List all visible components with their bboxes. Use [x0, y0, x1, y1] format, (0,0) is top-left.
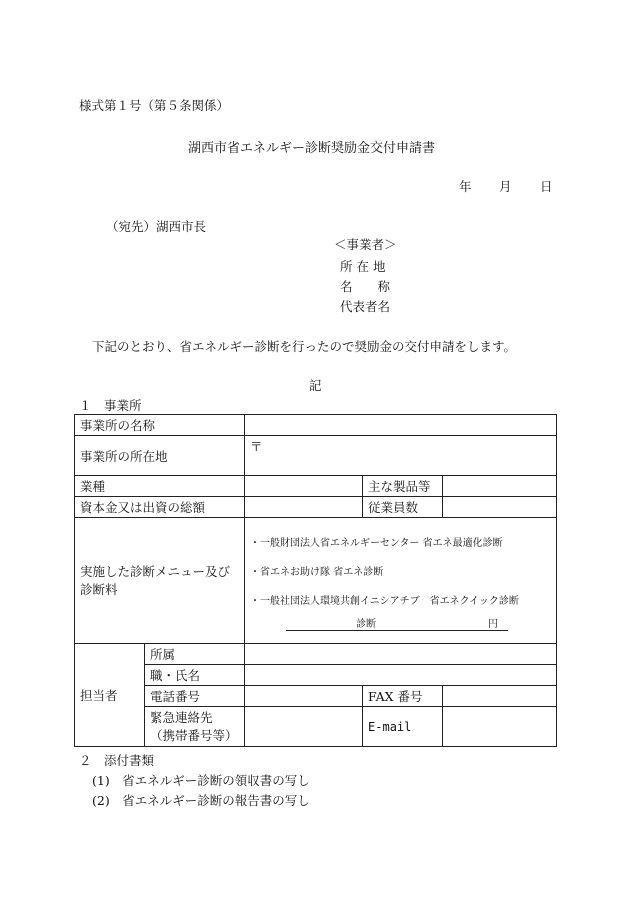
contact-label: 担当者	[75, 644, 145, 747]
section1-heading: １ 事業所	[79, 398, 142, 413]
office-address-label: 事業所の所在地	[75, 436, 245, 476]
office-name-field[interactable]	[245, 415, 557, 436]
postal-mark: 〒	[250, 439, 263, 454]
office-name-label: 事業所の名称	[75, 415, 245, 436]
menu-item: ・一般財団法人省エネルギーセンター 省エネ最適化診断	[250, 538, 503, 549]
employees-label: 従業員数	[363, 497, 443, 518]
date-month: 月	[499, 179, 512, 194]
email-field[interactable]	[443, 707, 557, 747]
phone-field[interactable]	[245, 686, 363, 707]
products-label: 主な製品等	[363, 476, 443, 497]
title-name-label: 職・氏名	[145, 665, 245, 686]
office-address-field[interactable]	[245, 436, 557, 476]
email-label: E-mail	[363, 707, 443, 747]
date-day: 日	[540, 179, 553, 194]
emergency-label	[145, 707, 245, 747]
applicant-heading: ＜事業者＞	[334, 237, 397, 252]
intro-text: 下記のとおり、省エネルギー診断を行ったので奨励金の交付申請をします。	[92, 339, 517, 354]
fax-field[interactable]	[443, 686, 557, 707]
emergency-field[interactable]	[245, 707, 363, 747]
applicant-name-label: 名 称	[340, 279, 391, 294]
industry-field[interactable]	[245, 476, 363, 497]
capital-field[interactable]	[245, 497, 363, 518]
attachment-item: (2) 省エネルギー診断の報告書の写し	[92, 793, 310, 808]
attachment-item: (1) 省エネルギー診断の領収書の写し	[92, 773, 310, 788]
employees-field[interactable]	[443, 497, 557, 518]
ki-mark: 記	[309, 378, 322, 393]
addressee: （宛先）湖西市長	[106, 219, 207, 234]
menu-label: 実施した診断メニュー及び診断料	[75, 518, 245, 644]
fee-label: 診断	[356, 619, 377, 630]
applicant-rep-label: 代表者名	[340, 299, 391, 314]
phone-label: 電話番号	[145, 686, 245, 707]
applicant-address-label: 所 在 地	[340, 259, 386, 274]
emergency-label-sub: （携帯番号等）	[150, 727, 238, 743]
dept-field[interactable]	[245, 644, 557, 665]
date-year: 年	[459, 179, 472, 194]
products-field[interactable]	[443, 476, 557, 497]
fee-unit: 円	[488, 619, 499, 630]
menu-item: ・一般社団法人環境共創イニシアチブ 省エネクイック診断	[250, 596, 519, 607]
dept-label: 所属	[145, 644, 245, 665]
office-table	[74, 414, 557, 747]
section2-heading: ２ 添付書類	[79, 753, 155, 768]
fee-line[interactable]	[286, 615, 508, 631]
emergency-label-main: 緊急連絡先	[150, 709, 213, 725]
industry-label: 業種	[75, 476, 245, 497]
form-number: 様式第１号（第５条関係）	[79, 98, 230, 113]
page-title: 湖西市省エネルギー診断奨励金交付申請書	[188, 141, 436, 156]
capital-label: 資本金又は出資の総額	[75, 497, 245, 518]
title-name-field[interactable]	[245, 665, 557, 686]
menu-item: ・省エネお助け隊 省エネ診断	[250, 567, 384, 578]
menu-field[interactable]	[245, 518, 557, 644]
fax-label: FAX 番号	[363, 686, 443, 707]
